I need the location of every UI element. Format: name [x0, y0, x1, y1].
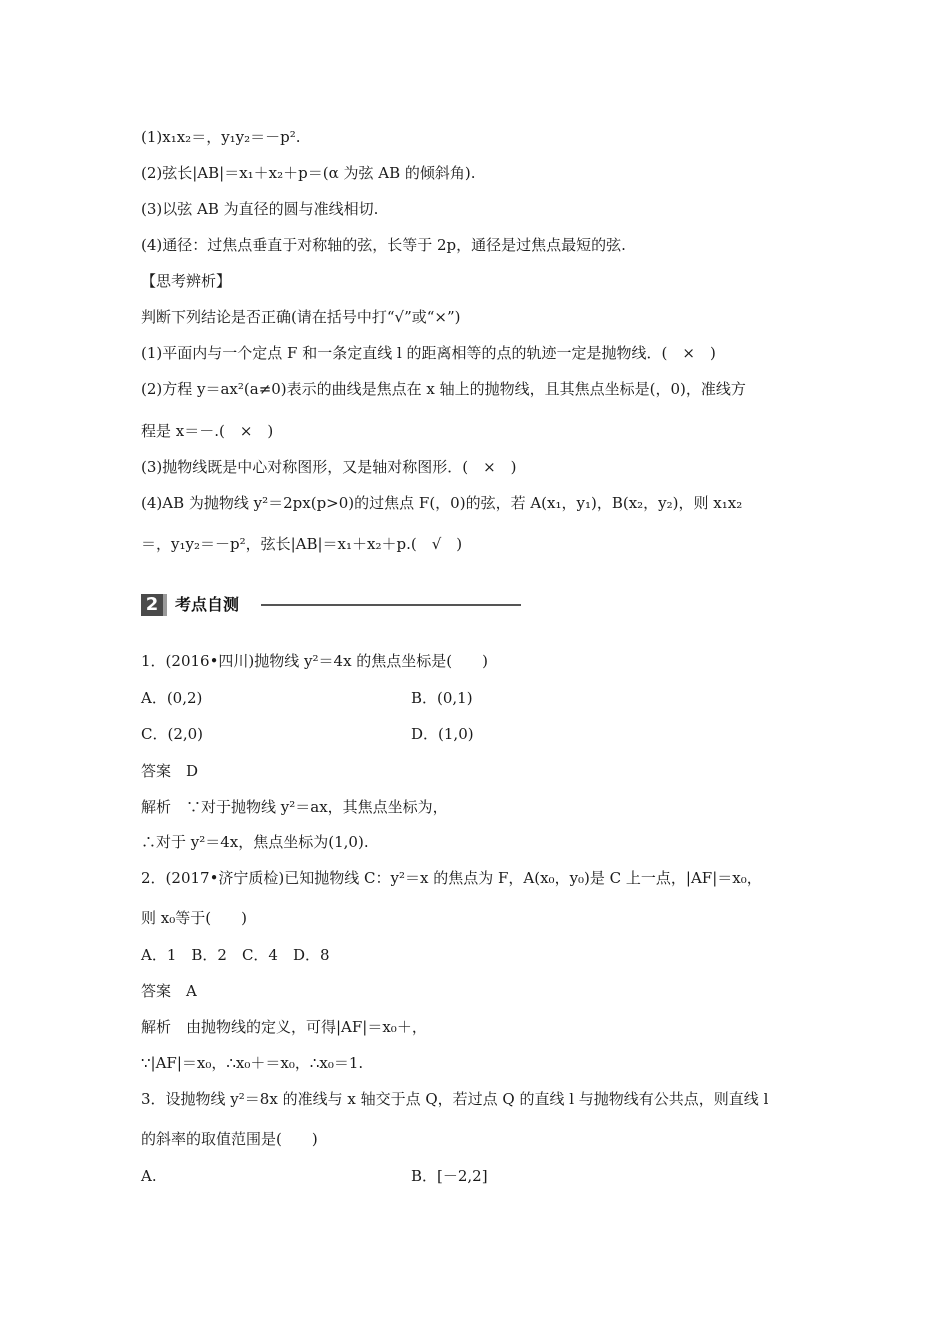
exercise-2-analysis-2: ∵|AF|＝x₀，∴x₀＋＝x₀，∴x₀＝1.: [141, 1054, 364, 1072]
exercise-3-option-b: B．[－2,2]: [411, 1167, 488, 1185]
property-2: (2)弦长|AB|＝x₁＋x₂＋p＝(α 为弦 AB 的倾斜角).: [141, 164, 476, 182]
exercise-1-option-a: A．(0,2): [141, 689, 203, 707]
think-question-1: (1)平面内与一个定点 F 和一条定直线 l 的距离相等的点的轨迹一定是抛物线．( × ): [141, 344, 716, 362]
think-question-2a: (2)方程 y＝ax²(a≠0)表示的曲线是焦点在 x 轴上的抛物线，且其焦点坐标是(，0)，准线方: [141, 380, 746, 398]
think-intro: 判断下列结论是否正确(请在括号中打“√”或“×”): [141, 308, 461, 326]
exercise-2-question-1: 2．(2017•济宁质检)已知抛物线 C：y²＝x 的焦点为 F，A(x₀，y₀)是 C 上一点，|AF|＝x₀，: [141, 869, 762, 887]
exercise-2-analysis-1: 解析 由抛物线的定义，可得|AF|＝x₀＋，: [141, 1018, 427, 1036]
property-1: (1)x₁x₂＝，y₁y₂＝－p².: [141, 128, 301, 146]
exercise-1-question: 1．(2016•四川)抛物线 y²＝4x 的焦点坐标是( ): [141, 652, 489, 670]
section-header: [141, 592, 521, 618]
exercise-1-answer: 答案 D: [141, 762, 199, 780]
think-question-2b: 程是 x＝－.( × ): [141, 422, 274, 440]
exercise-3-option-a: A.: [141, 1167, 157, 1185]
property-4: (4)通径：过焦点垂直于对称轴的弦，长等于 2p，通径是过焦点最短的弦.: [141, 236, 626, 254]
exercise-3-question-1: 3．设抛物线 y²＝8x 的准线与 x 轴交于点 Q，若过点 Q 的直线 l 与抛物线有公共点，则直线 l: [141, 1090, 769, 1108]
exercise-1-option-b: B．(0,1): [411, 689, 473, 707]
exercise-2-options: A．1 B．2 C．4 D．8: [141, 946, 330, 964]
property-3: (3)以弦 AB 为直径的圆与准线相切.: [141, 200, 379, 218]
section-number: 2: [141, 594, 163, 616]
exercise-1-option-c: C．(2,0): [141, 725, 204, 743]
exercise-1-analysis-2: ∴对于 y²＝4x，焦点坐标为(1,0).: [141, 833, 369, 851]
think-heading: 【思考辨析】: [141, 272, 232, 290]
exercise-2-answer: 答案 A: [141, 982, 197, 1000]
think-question-4a: (4)AB 为抛物线 y²＝2px(p>0)的过焦点 F(，0)的弦，若 A(x₁，y₁)，B(x₂，y₂)，则 x₁x₂: [141, 494, 743, 512]
think-question-4b: ＝，y₁y₂＝－p²，弦长|AB|＝x₁＋x₂＋p.( √ ): [141, 535, 463, 553]
exercise-2-question-2: 则 x₀等于( ): [141, 909, 247, 927]
exercise-3-question-2: 的斜率的取值范围是( ): [141, 1130, 318, 1148]
exercise-1-option-d: D．(1,0): [411, 725, 474, 743]
section-divider: [261, 604, 521, 606]
section-title: 考点自测: [175, 595, 240, 614]
think-question-3: (3)抛物线既是中心对称图形，又是轴对称图形．( × ): [141, 458, 517, 476]
exercise-1-analysis-1: 解析 ∵对于抛物线 y²＝ax，其焦点坐标为，: [141, 798, 448, 816]
